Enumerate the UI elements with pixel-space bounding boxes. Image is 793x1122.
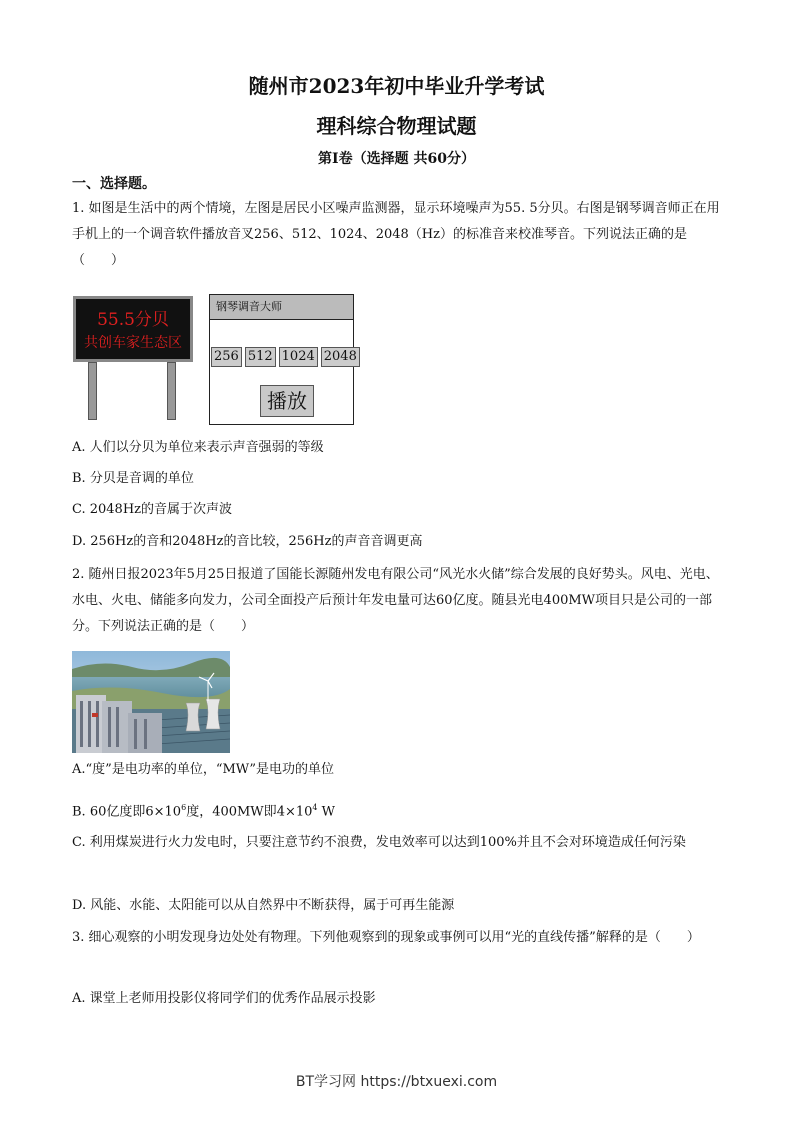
option-b-prefix: B. 60亿度即 bbox=[72, 804, 146, 820]
tuner-key-256: 256 bbox=[211, 347, 242, 367]
option-b-exp1: 6 bbox=[181, 803, 187, 812]
question-1-option-b: B. 分贝是音调的单位 bbox=[72, 471, 194, 486]
tuner-keys bbox=[211, 347, 360, 367]
option-b-num2: 4×10 bbox=[276, 804, 313, 820]
footer-watermark: BT学习网 https://btxuexi.com bbox=[295, 1074, 498, 1090]
option-b-num1: 6×10 bbox=[145, 804, 182, 820]
part-heading: 第I卷（选择题 共60分） bbox=[318, 151, 475, 167]
question-2-option-b bbox=[72, 795, 722, 825]
option-b-mid: 度，400MW即 bbox=[186, 804, 277, 820]
question-3-stem: 3. 细心观察的小明发现身边处处有物理。下列他观察到的现象或事例可以用“光的直线传播”解释的是（ ） bbox=[72, 930, 700, 945]
question-2-option-a: A.“度”是电功率的单位，“MW”是电功的单位 bbox=[72, 762, 335, 777]
board-post-left bbox=[88, 362, 97, 420]
noise-board-slogan: 共创车家生态区 bbox=[84, 335, 182, 351]
question-1-option-c: C. 2048Hz的音属于次声波 bbox=[72, 502, 233, 517]
section-title: 一、选择题。 bbox=[72, 176, 156, 192]
power-plant-photo bbox=[72, 651, 230, 753]
tuner-key-1024: 1024 bbox=[279, 347, 318, 367]
board-post-right bbox=[167, 362, 176, 420]
question-2-option-c: C. 利用煤炭进行火力发电时，只要注意节约不浪费，发电效率可以达到100%并且不会对环境造成任何污染 bbox=[72, 835, 686, 850]
tuner-app-title: 钢琴调音大师 bbox=[210, 295, 353, 320]
exam-title: 随州市2023年初中毕业升学考试 bbox=[248, 74, 545, 98]
noise-value: 55.5分贝 bbox=[97, 310, 169, 330]
question-1-stem: 1. 如图是生活中的两个情境，左图是居民小区噪声监测器，显示环境噪声为55. 5分贝。右图是钢琴调音师正在用手机上的一个调音软件播放音叉256、512、1024、2048（Hz）的标准音来校准琴音。下列说法正确的是（ ） bbox=[72, 201, 720, 268]
question-3-option-a: A. 课堂上老师用投影仪将同学们的优秀作品展示投影 bbox=[72, 991, 376, 1006]
noise-monitor-board bbox=[73, 296, 193, 362]
question-1-option-d: D. 256Hz的音和2048Hz的音比较，256Hz的声音音调更高 bbox=[72, 534, 423, 549]
tuner-key-2048: 2048 bbox=[321, 347, 360, 367]
tuner-key-512: 512 bbox=[245, 347, 276, 367]
question-2-option-d: D. 风能、水能、太阳能可以从自然界中不断获得，属于可再生能源 bbox=[72, 898, 455, 913]
option-b-exp2: 4 bbox=[312, 803, 318, 812]
question-1-option-a: A. 人们以分贝为单位来表示声音强弱的等级 bbox=[72, 440, 324, 455]
question-2-stem: 2. 随州日报2023年5月25日报道了国能长源随州发电有限公司“风光水火储”综合发展的良好势头。风电、光电、水电、火电、储能多向发力，公司全面投产后预计年发电量可达60亿度。随县光电400MW项目只是公司的一部分。下列说法正确的是（ ） bbox=[72, 567, 719, 634]
option-b-unit: W bbox=[317, 804, 335, 820]
tuner-play-button: 播放 bbox=[260, 385, 314, 417]
exam-subtitle: 理科综合物理试题 bbox=[316, 114, 477, 138]
tuner-app-screen bbox=[209, 294, 357, 425]
